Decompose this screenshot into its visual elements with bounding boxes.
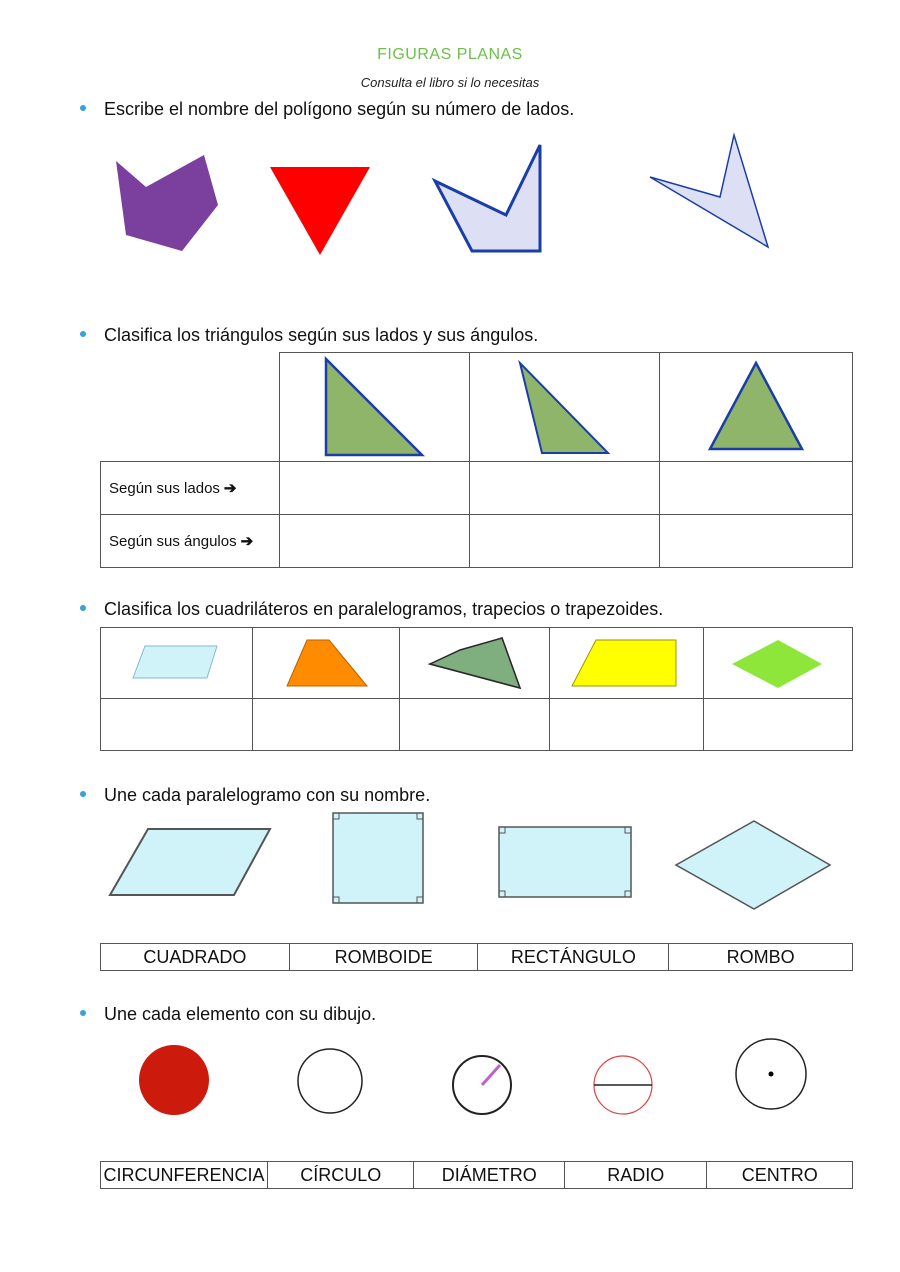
instruction-text: Une cada paralelogramo con su nombre. bbox=[104, 785, 431, 805]
bullet-icon bbox=[80, 105, 86, 111]
page-title: FIGURAS PLANAS bbox=[377, 46, 523, 63]
shape-cell bbox=[101, 628, 253, 699]
triangle-cell bbox=[660, 353, 853, 462]
instruction-text: Clasifica los triángulos según sus lados y sus ángulos. bbox=[104, 325, 539, 345]
row-label-angulos: Según sus ángulos ➔ bbox=[101, 515, 280, 568]
rectangulo-shape bbox=[499, 827, 631, 897]
instruction-text: Clasifica los cuadriláteros en paralelogramos, trapecios o trapezoides. bbox=[104, 599, 664, 619]
bullet-icon bbox=[80, 331, 86, 337]
polygon-quadrilateral-concave bbox=[650, 135, 768, 247]
parallelogram-labels bbox=[100, 943, 853, 971]
instruction-triangles bbox=[80, 325, 538, 346]
arrow-right-icon: ➔ bbox=[223, 480, 237, 497]
answer-cell[interactable] bbox=[660, 515, 853, 568]
polygons-figure bbox=[0, 125, 900, 265]
page-subtitle: Consulta el libro si lo necesitas bbox=[360, 75, 540, 90]
row-label-lados: Según sus lados ➔ bbox=[101, 462, 280, 515]
answer-cell[interactable] bbox=[550, 699, 704, 751]
bullet-icon bbox=[80, 791, 86, 797]
shape-cell bbox=[550, 628, 704, 699]
instruction-parallelograms bbox=[80, 785, 430, 806]
romboide-shape bbox=[110, 829, 270, 895]
triangle-right-icon bbox=[280, 353, 469, 461]
answer-cell[interactable] bbox=[660, 462, 853, 515]
parallelogram-icon bbox=[101, 628, 252, 698]
shape-cell bbox=[400, 628, 550, 699]
answer-cell[interactable] bbox=[280, 462, 470, 515]
polygon-triangle-red bbox=[270, 167, 370, 255]
label-centro: CENTRO bbox=[707, 1162, 853, 1189]
trapezoid-icon bbox=[253, 628, 399, 698]
answer-cell[interactable] bbox=[470, 515, 660, 568]
answer-cell[interactable] bbox=[101, 699, 253, 751]
answer-cell[interactable] bbox=[253, 699, 400, 751]
label-circunferencia: CIRCUNFERENCIA bbox=[101, 1162, 268, 1189]
instruction-text: Une cada elemento con su dibujo. bbox=[104, 1004, 377, 1024]
label-romboide: ROMBOIDE bbox=[289, 944, 478, 971]
trapezium-yellow-icon bbox=[550, 628, 703, 698]
bullet-icon bbox=[80, 1010, 86, 1016]
empty-cell bbox=[101, 353, 280, 462]
answer-cell[interactable] bbox=[704, 699, 853, 751]
instruction-circle-elements bbox=[80, 1004, 376, 1025]
circles-figure bbox=[0, 1035, 900, 1125]
label-cuadrado: CUADRADO bbox=[101, 944, 290, 971]
triangle-equilateral-icon bbox=[660, 353, 852, 461]
triangle-cell bbox=[280, 353, 470, 462]
bullet-icon bbox=[80, 605, 86, 611]
cuadrado-shape bbox=[333, 813, 423, 903]
parallelograms-figure bbox=[0, 805, 900, 915]
answer-cell[interactable] bbox=[470, 462, 660, 515]
instruction-polygons bbox=[80, 99, 574, 120]
label-radio: RADIO bbox=[565, 1162, 707, 1189]
rombo-shape bbox=[676, 821, 830, 909]
answer-cell[interactable] bbox=[400, 699, 550, 751]
label-rectangulo: RECTÁNGULO bbox=[478, 944, 669, 971]
shape-cell bbox=[704, 628, 853, 699]
answer-cell[interactable] bbox=[280, 515, 470, 568]
triangle-obtuse-icon bbox=[470, 353, 659, 461]
label-rombo: ROMBO bbox=[669, 944, 853, 971]
quadrilaterals-table bbox=[100, 627, 853, 751]
circunferencia-shape bbox=[298, 1049, 362, 1113]
label-circulo: CÍRCULO bbox=[267, 1162, 414, 1189]
triangle-cell bbox=[470, 353, 660, 462]
trapezoid-irregular-icon bbox=[400, 628, 549, 698]
instruction-text: Escribe el nombre del polígono según su número de lados. bbox=[104, 99, 575, 119]
arrow-right-icon: ➔ bbox=[240, 533, 254, 550]
circle-labels bbox=[100, 1161, 853, 1189]
instruction-quadrilaterals bbox=[80, 599, 663, 620]
circulo-shape bbox=[139, 1045, 209, 1115]
label-diametro: DIÁMETRO bbox=[414, 1162, 565, 1189]
shape-cell bbox=[253, 628, 400, 699]
triangles-table bbox=[100, 352, 853, 568]
polygon-pentagon-purple bbox=[116, 155, 218, 251]
rhombus-green-icon bbox=[704, 628, 852, 698]
polygon-hexagon-concave bbox=[435, 145, 540, 251]
